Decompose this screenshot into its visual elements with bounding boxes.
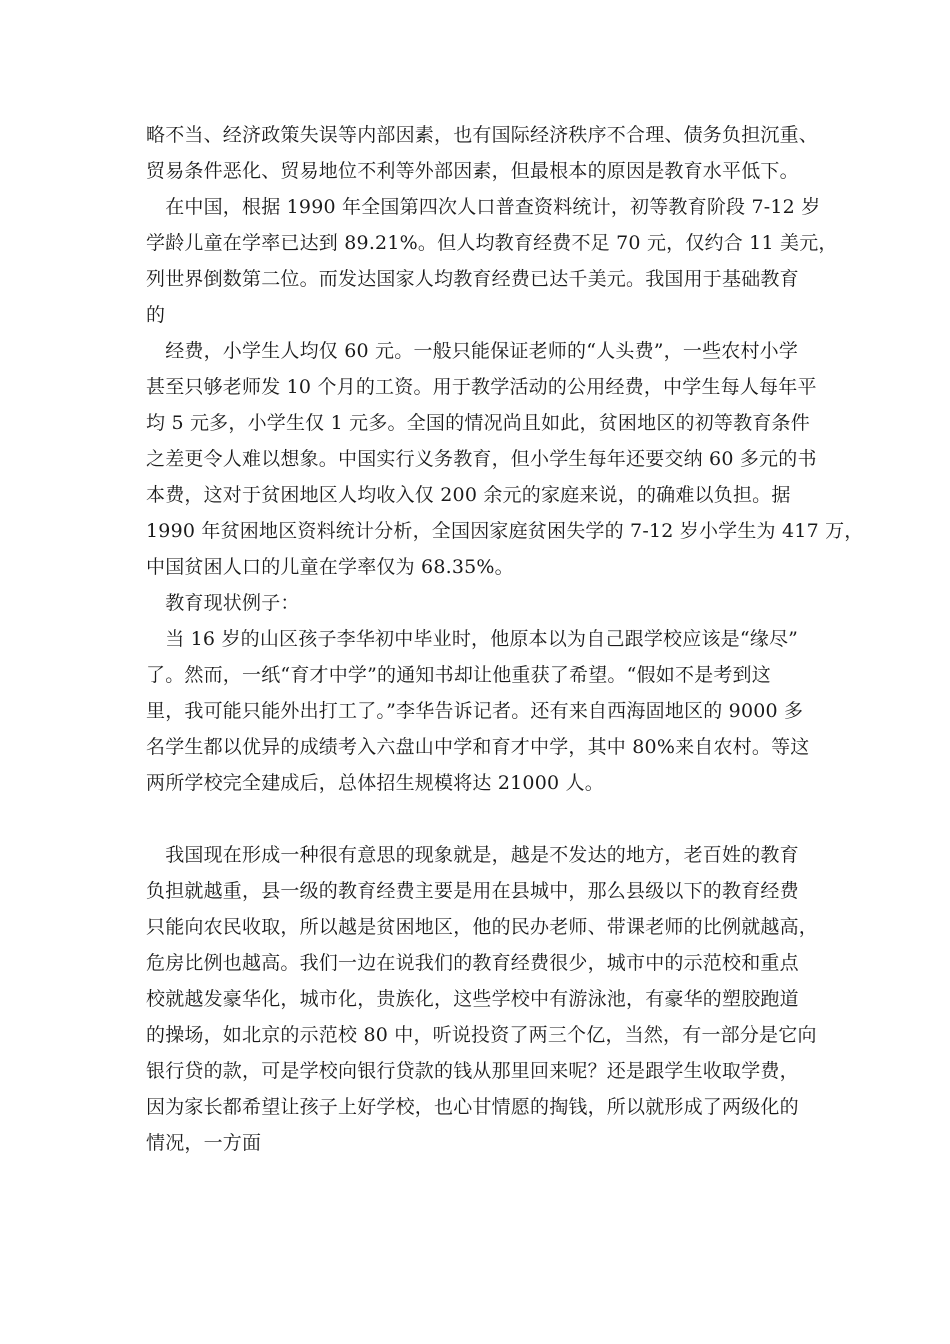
text-line: 教育现状例子： xyxy=(146,592,300,614)
text-line: 危房比例也越高。我们一边在说我们的教育经费很少，城市中的示范校和重点 xyxy=(146,952,799,974)
text-line: 负担就越重，县一级的教育经费主要是用在县城中，那么县级以下的教育经费 xyxy=(146,880,799,902)
text-line: 两所学校完全建成后，总体招生规模将达 21000 人。 xyxy=(146,772,604,794)
text-line: 略不当、经济政策失误等内部因素，也有国际经济秩序不合理、债务负担沉重、 xyxy=(146,124,819,146)
text-line: 列世界倒数第二位。而发达国家人均教育经费已达千美元。我国用于基础教育 xyxy=(146,268,799,290)
text-line: 只能向农民收取，所以越是贫困地区，他的民办老师、带课老师的比例就越高， xyxy=(146,916,819,938)
text-line: 我国现在形成一种很有意思的现象就是，越是不发达的地方，老百姓的教育 xyxy=(146,844,799,866)
text-line: 均 5 元多，小学生仅 1 元多。全国的情况尚且如此，贫困地区的初等教育条件 xyxy=(146,412,810,434)
text-line: 学龄儿童在学率已达到 89.21%。但人均教育经费不足 70 元，仅约合 11 美元， xyxy=(146,232,838,254)
text-line: 中国贫困人口的儿童在学率仅为 68.35%。 xyxy=(146,556,514,578)
text-line: 校就越发豪华化，城市化，贵族化，这些学校中有游泳池，有豪华的塑胶跑道 xyxy=(146,988,799,1010)
text-line: 在中国，根据 1990 年全国第四次人口普查资料统计，初等教育阶段 7-12 岁 xyxy=(146,196,821,218)
text-line: 贸易条件恶化、贸易地位不利等外部因素，但最根本的原因是教育水平低下。 xyxy=(146,160,799,182)
text-line: 甚至只够老师发 10 个月的工资。用于教学活动的公用经费，中学生每人每年平 xyxy=(146,376,817,398)
text-line: 因为家长都希望让孩子上好学校，也心甘情愿的掏钱，所以就形成了两级化的 xyxy=(146,1096,799,1118)
text-line: 里，我可能只能外出打工了。”李华告诉记者。还有来自西海固地区的 9000 多 xyxy=(146,700,804,722)
text-line: 了。然而，一纸“育才中学”的通知书却让他重获了希望。“假如不是考到这 xyxy=(146,664,771,686)
text-line: 当 16 岁的山区孩子李华初中毕业时，他原本以为自己跟学校应该是“缘尽” xyxy=(146,628,799,650)
text-line: 本费，这对于贫困地区人均收入仅 200 余元的家庭来说，的确难以负担。据 xyxy=(146,484,791,506)
text-line: 的 xyxy=(146,304,166,326)
text-line: 银行贷的款，可是学校向银行贷款的钱从那里回来呢？还是跟学生收取学费， xyxy=(146,1060,799,1082)
text-line: 的操场，如北京的示范校 80 中，听说投资了两三个亿，当然，有一部分是它向 xyxy=(146,1024,817,1046)
text-line: 名学生都以优异的成绩考入六盘山中学和育才中学，其中 80%来自农村。等这 xyxy=(146,736,810,758)
text-line: 情况，一方面 xyxy=(146,1132,262,1154)
text-line: 1990 年贫困地区资料统计分析，全国因家庭贫困失学的 7-12 岁小学生为 417 万， xyxy=(146,520,864,542)
text-line: 之差更令人难以想象。中国实行义务教育，但小学生每年还要交纳 60 多元的书 xyxy=(146,448,817,470)
text-line: 经费，小学生人均仅 60 元。一般只能保证老师的“人头费”，一些农村小学 xyxy=(146,340,799,362)
